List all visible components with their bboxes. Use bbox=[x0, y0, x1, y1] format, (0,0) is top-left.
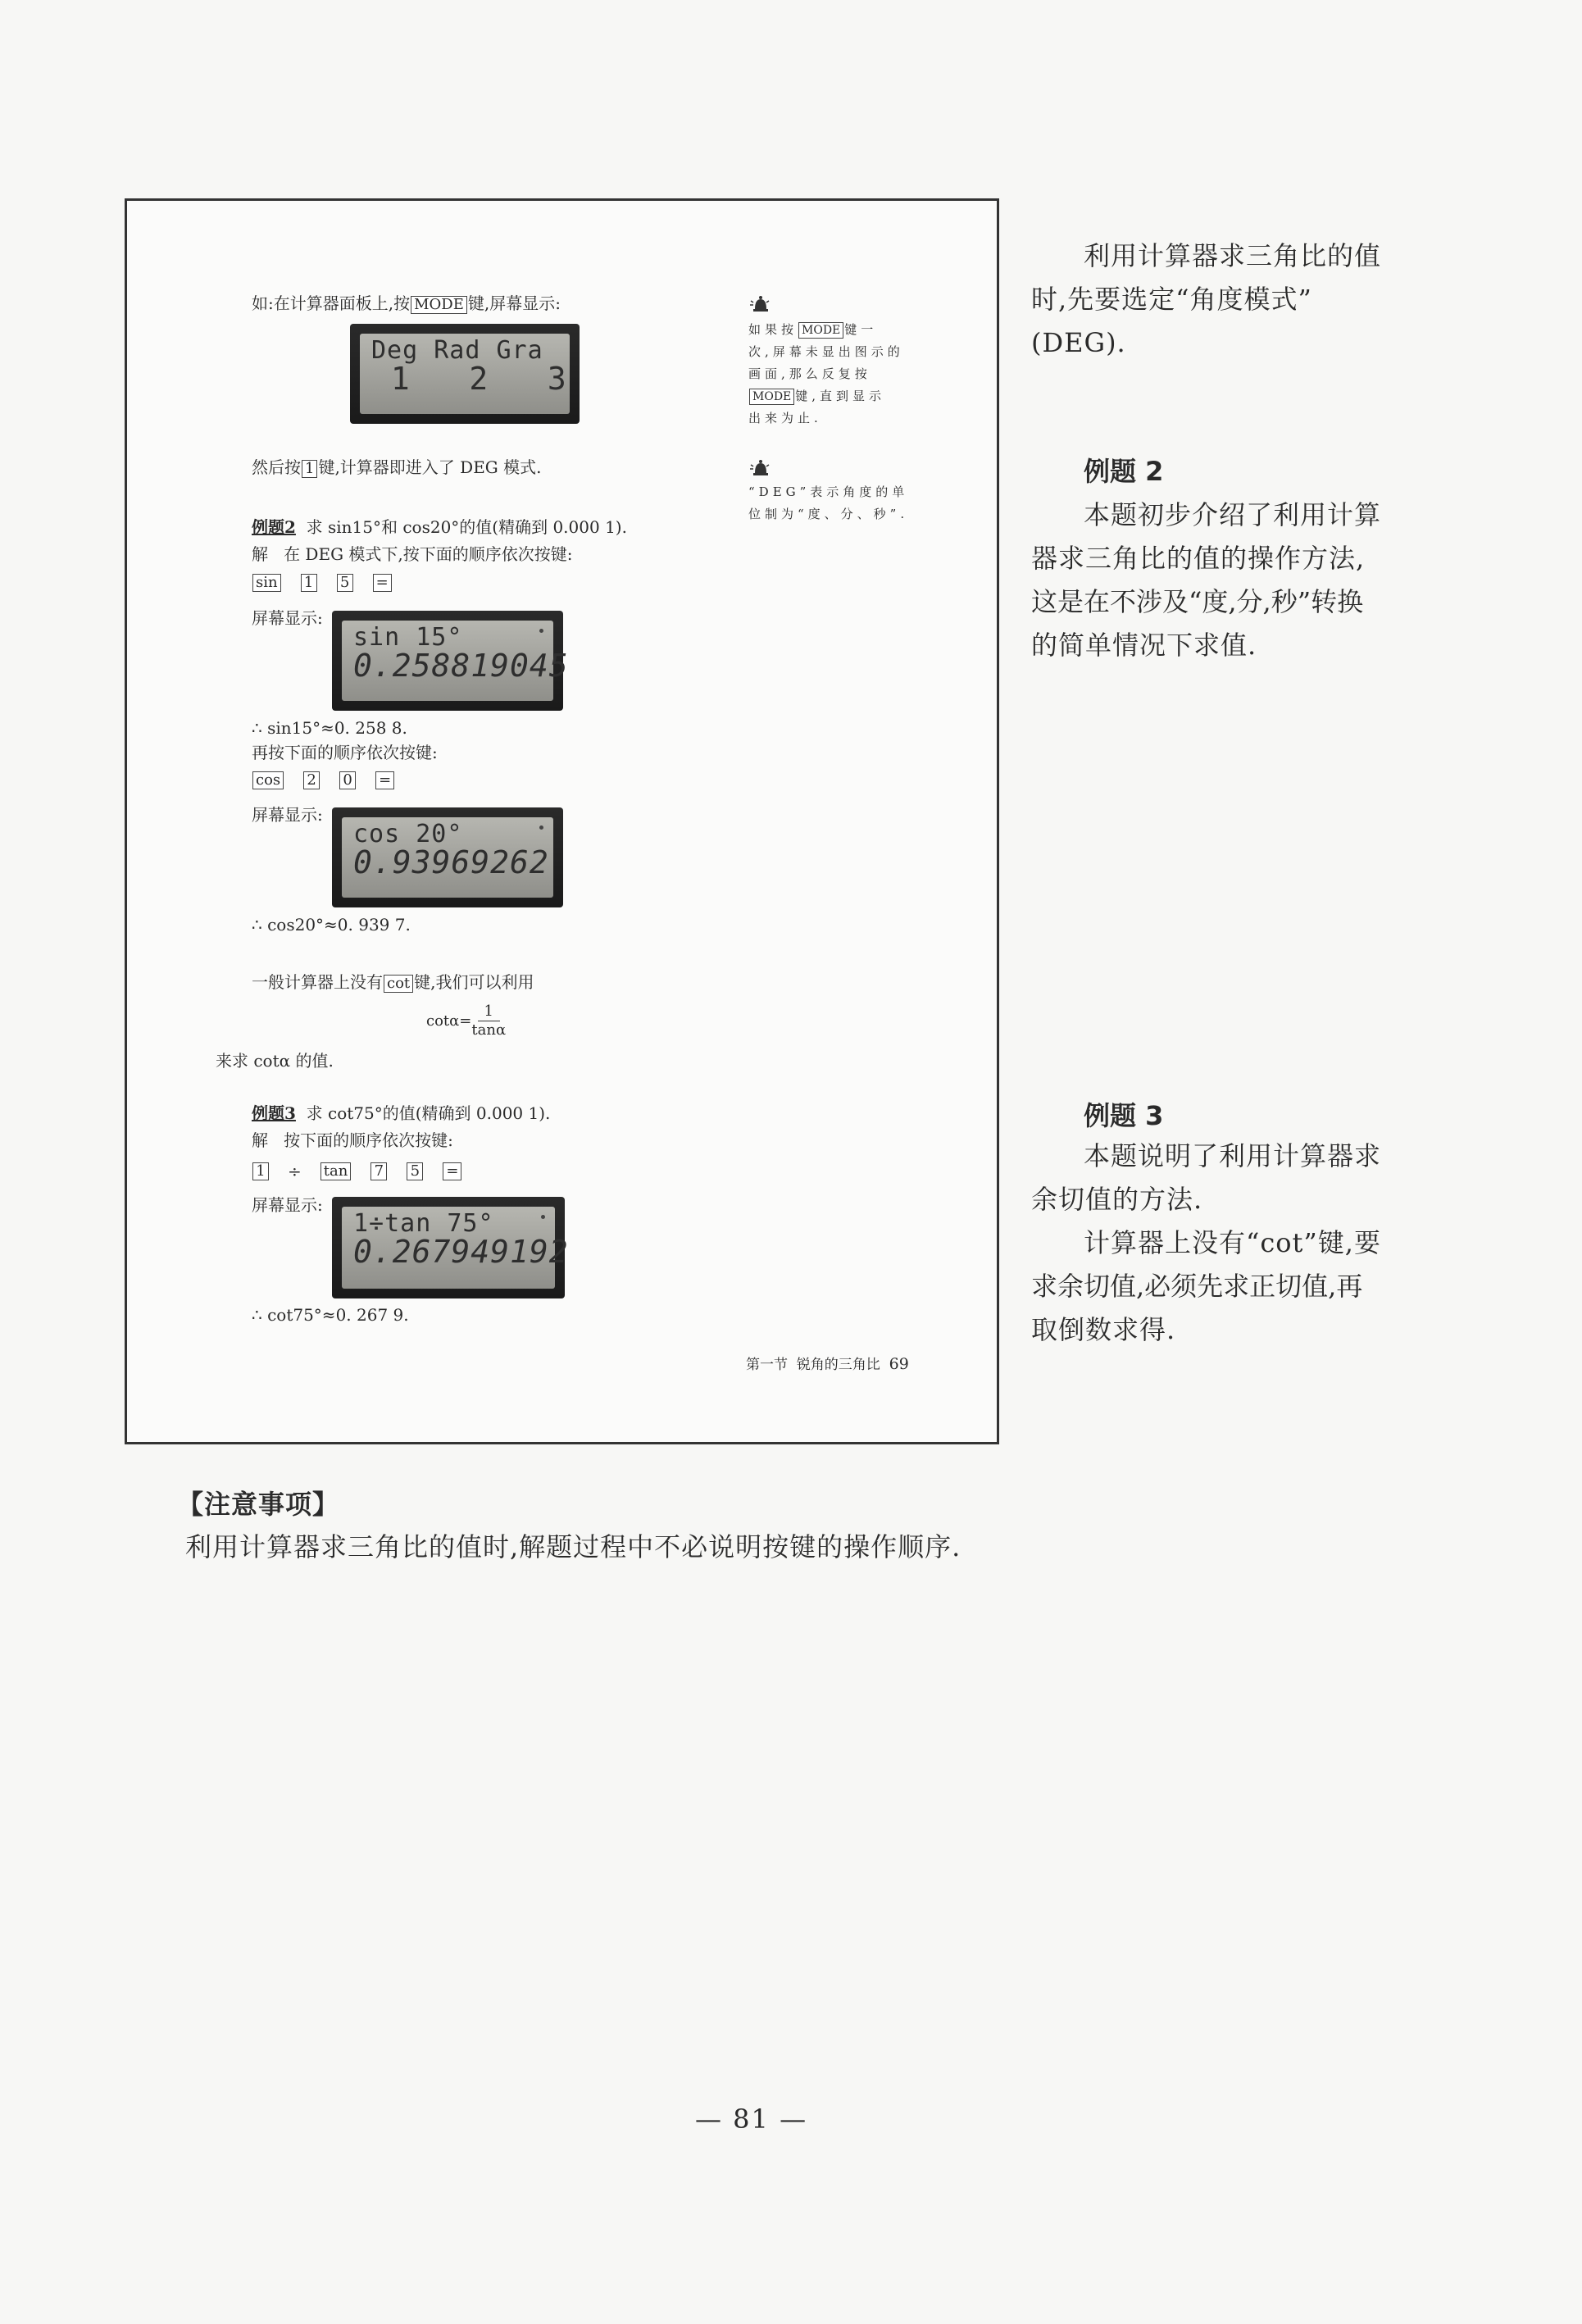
key-1: 1 bbox=[301, 574, 317, 592]
screen-label-2: 屏幕显示: bbox=[252, 805, 323, 825]
sidebar-intro: 利用计算器求三角比的值 时,先要选定“角度模式” (DEG). bbox=[1031, 240, 1382, 358]
result-cot75: ∴ cot75°≈0. 267 9. bbox=[252, 1305, 409, 1325]
key-equals: = bbox=[373, 574, 392, 592]
key-sin: sin bbox=[252, 574, 281, 592]
screen-label-3: 屏幕显示: bbox=[252, 1195, 323, 1215]
cot-paragraph: 一般计算器上没有 cot 键,我们可以利用 bbox=[252, 972, 534, 992]
key-cot: cot bbox=[384, 975, 413, 993]
key-7: 7 bbox=[370, 1162, 387, 1180]
calculator-display-mode bbox=[350, 324, 587, 424]
key-tan: tan bbox=[320, 1162, 352, 1180]
textbook-page-image bbox=[125, 198, 999, 1444]
example2-question: 例题2 求 sin15°和 cos20°的值(精确到 0.000 1). bbox=[252, 517, 627, 537]
keys-row-cot bbox=[252, 1162, 462, 1181]
example3-question: 例题3 求 cot75°的值(精确到 0.000 1). bbox=[252, 1103, 551, 1123]
note-mode-key-2: MODE bbox=[749, 389, 794, 405]
bell-icon bbox=[748, 294, 771, 314]
then-line: 然后按 1 键,计算器即进入了 DEG 模式. bbox=[252, 457, 542, 477]
intro-line: 如:在计算器面板上,按 MODE 键,屏幕显示: bbox=[252, 293, 561, 313]
key-1: 1 bbox=[302, 460, 317, 478]
keys-row-sin bbox=[252, 574, 393, 592]
page-number: — 81 — bbox=[695, 2103, 808, 2135]
notice-heading: 【注意事项】 bbox=[177, 1489, 340, 1520]
book-page-footer: 第一节 锐角的三角比 69 bbox=[746, 1355, 909, 1373]
sidebar-ex2-heading: 例题 2 bbox=[1084, 456, 1164, 487]
sidebar-ex2-text: 本题初步介绍了利用计算 器求三角比的值的操作方法, 这是在不涉及“度,分,秒”转换 的简单情况下求值. bbox=[1031, 499, 1382, 661]
margin-note-2: “DEG”表示角度的单 位制为“度、分、秒”. bbox=[748, 458, 908, 525]
key-5: 5 bbox=[407, 1162, 423, 1180]
screen-label: 屏幕显示: bbox=[252, 608, 323, 628]
key-5: 5 bbox=[337, 574, 353, 592]
again-line: 再按下面的顺序依次按键: bbox=[252, 743, 438, 762]
divide-symbol: ÷ bbox=[288, 1162, 302, 1181]
example2-solution: 解 在 DEG 模式下,按下面的顺序依次按键: bbox=[252, 544, 573, 564]
bell-icon bbox=[748, 458, 771, 478]
key-equals: = bbox=[443, 1162, 461, 1180]
key-cos: cos bbox=[252, 771, 284, 789]
calculator-display-sin15: sin 15° 0.258819045 bbox=[332, 611, 563, 711]
mode-key: MODE bbox=[411, 296, 467, 314]
notice-text: 利用计算器求三角比的值时,解题过程中不必说明按键的操作顺序. bbox=[185, 1531, 961, 1562]
margin-note-1: 如果按 MODE 键一 次,屏幕未显出图示的 画面,那么反复按 MODE 键,直到显示 出来为止. bbox=[748, 294, 904, 430]
result-cos20: ∴ cos20°≈0. 939 7. bbox=[252, 915, 411, 935]
cot-after: 来求 cotα 的值. bbox=[216, 1051, 334, 1071]
key-1: 1 bbox=[252, 1162, 269, 1180]
key-equals: = bbox=[375, 771, 394, 789]
sidebar-ex3-heading: 例题 3 bbox=[1084, 1100, 1164, 1131]
lcd-line2: 1 2 3 bbox=[371, 361, 587, 397]
key-2: 2 bbox=[303, 771, 320, 789]
lcd-line1: Deg Rad Gra bbox=[371, 336, 543, 365]
result-sin15: ∴ sin15°≈0. 258 8. bbox=[252, 718, 407, 738]
note-mode-key: MODE bbox=[798, 322, 843, 339]
keys-row-cos bbox=[252, 771, 395, 789]
sidebar-ex3-text: 本题说明了利用计算器求 余切值的方法. 计算器上没有“cot”键,要 求余切值,必须先求正切值,再 取倒数求得. bbox=[1031, 1140, 1382, 1345]
cot-formula: cotα= $\frac{1}{\tan\alpha}$ bbox=[426, 1003, 507, 1039]
key-0: 0 bbox=[339, 771, 356, 789]
calculator-display-cot75: 1÷tan 75° 0.267949192 bbox=[332, 1197, 565, 1298]
example3-solution: 解 按下面的顺序依次按键: bbox=[252, 1130, 453, 1150]
calculator-display-cos20: cos 20° 0.93969262 bbox=[332, 807, 563, 907]
